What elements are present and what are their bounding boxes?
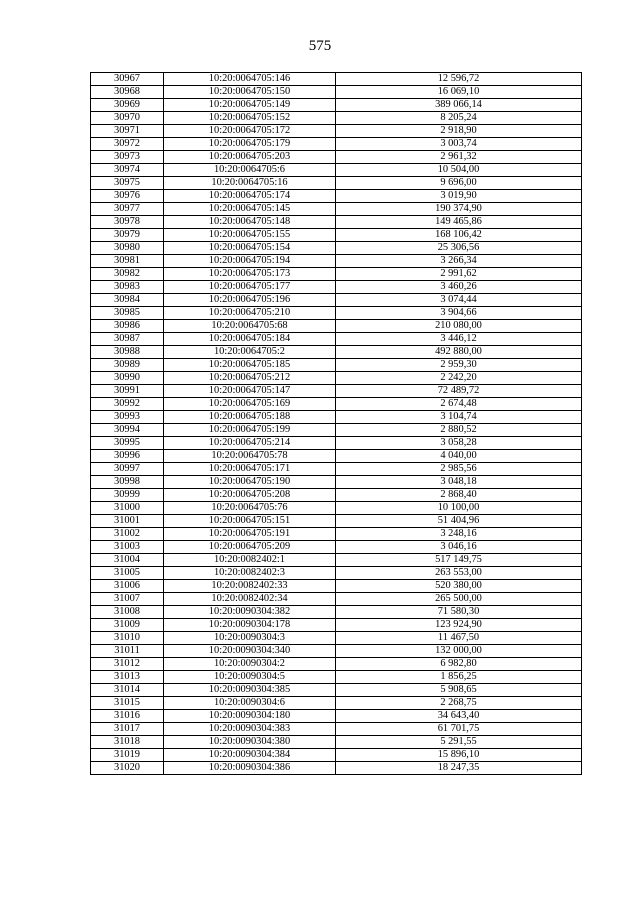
row-number-cell: 30996 [91, 450, 164, 463]
row-number-cell: 31003 [91, 541, 164, 554]
row-number-cell: 30979 [91, 229, 164, 242]
value-cell: 520 380,00 [336, 580, 582, 593]
cadastral-number-cell: 10:20:0064705:150 [164, 86, 336, 99]
row-number-cell: 31011 [91, 645, 164, 658]
table-row [91, 762, 582, 775]
table-row [91, 320, 582, 333]
cadastral-number-cell: 10:20:0064705:2 [164, 346, 336, 359]
row-number-cell: 31004 [91, 554, 164, 567]
value-cell: 5 908,65 [336, 684, 582, 697]
cadastral-number-cell: 10:20:0082402:33 [164, 580, 336, 593]
cadastral-number-cell: 10:20:0064705:203 [164, 151, 336, 164]
row-number-cell: 31016 [91, 710, 164, 723]
value-cell: 12 596,72 [336, 73, 582, 86]
row-number-cell: 31001 [91, 515, 164, 528]
cadastral-number-cell: 10:20:0064705:194 [164, 255, 336, 268]
table-row [91, 567, 582, 580]
table-row [91, 125, 582, 138]
value-cell: 190 374,90 [336, 203, 582, 216]
value-cell: 18 247,35 [336, 762, 582, 775]
table-row [91, 242, 582, 255]
row-number-cell: 30977 [91, 203, 164, 216]
row-number-cell: 30986 [91, 320, 164, 333]
row-number-cell: 31019 [91, 749, 164, 762]
value-cell: 3 460,26 [336, 281, 582, 294]
value-cell: 71 580,30 [336, 606, 582, 619]
table-row [91, 164, 582, 177]
table-row [91, 606, 582, 619]
cadastral-number-cell: 10:20:0082402:34 [164, 593, 336, 606]
cadastral-number-cell: 10:20:0090304:5 [164, 671, 336, 684]
row-number-cell: 31005 [91, 567, 164, 580]
row-number-cell: 30980 [91, 242, 164, 255]
value-cell: 492 880,00 [336, 346, 582, 359]
table-row [91, 268, 582, 281]
value-cell: 2 242,20 [336, 372, 582, 385]
value-cell: 4 040,00 [336, 450, 582, 463]
value-cell: 2 674,48 [336, 398, 582, 411]
table-row [91, 177, 582, 190]
value-cell: 1 856,25 [336, 671, 582, 684]
row-number-cell: 31013 [91, 671, 164, 684]
table-row [91, 476, 582, 489]
table-row [91, 216, 582, 229]
table-row [91, 658, 582, 671]
row-number-cell: 30974 [91, 164, 164, 177]
value-cell: 61 701,75 [336, 723, 582, 736]
table-row [91, 281, 582, 294]
row-number-cell: 30989 [91, 359, 164, 372]
row-number-cell: 31015 [91, 697, 164, 710]
value-cell: 2 868,40 [336, 489, 582, 502]
cadastral-number-cell: 10:20:0090304:6 [164, 697, 336, 710]
value-cell: 2 959,30 [336, 359, 582, 372]
cadastral-number-cell: 10:20:0064705:191 [164, 528, 336, 541]
table-row [91, 684, 582, 697]
cadastral-number-cell: 10:20:0064705:171 [164, 463, 336, 476]
cadastral-number-cell: 10:20:0064705:212 [164, 372, 336, 385]
table-row [91, 463, 582, 476]
cadastral-number-cell: 10:20:0064705:214 [164, 437, 336, 450]
row-number-cell: 31006 [91, 580, 164, 593]
value-cell: 132 000,00 [336, 645, 582, 658]
row-number-cell: 30997 [91, 463, 164, 476]
value-cell: 3 074,44 [336, 294, 582, 307]
table-row [91, 359, 582, 372]
cadastral-number-cell: 10:20:0064705:190 [164, 476, 336, 489]
table-row [91, 112, 582, 125]
row-number-cell: 31010 [91, 632, 164, 645]
table-row [91, 736, 582, 749]
table-row [91, 554, 582, 567]
value-cell: 263 553,00 [336, 567, 582, 580]
cadastral-number-cell: 10:20:0064705:16 [164, 177, 336, 190]
value-cell: 3 019,90 [336, 190, 582, 203]
value-cell: 389 066,14 [336, 99, 582, 112]
table-row [91, 372, 582, 385]
table-row [91, 450, 582, 463]
cadastral-number-cell: 10:20:0090304:340 [164, 645, 336, 658]
row-number-cell: 30987 [91, 333, 164, 346]
cadastral-number-cell: 10:20:0064705:78 [164, 450, 336, 463]
value-cell: 3 048,18 [336, 476, 582, 489]
data-table [90, 72, 582, 775]
value-cell: 3 266,34 [336, 255, 582, 268]
table-row [91, 229, 582, 242]
table-row [91, 333, 582, 346]
value-cell: 3 046,16 [336, 541, 582, 554]
table-row [91, 749, 582, 762]
value-cell: 9 696,00 [336, 177, 582, 190]
row-number-cell: 30978 [91, 216, 164, 229]
value-cell: 3 248,16 [336, 528, 582, 541]
table-row [91, 73, 582, 86]
cadastral-number-cell: 10:20:0064705:169 [164, 398, 336, 411]
cadastral-number-cell: 10:20:0064705:174 [164, 190, 336, 203]
table-row [91, 99, 582, 112]
row-number-cell: 31008 [91, 606, 164, 619]
row-number-cell: 30976 [91, 190, 164, 203]
row-number-cell: 31018 [91, 736, 164, 749]
cadastral-number-cell: 10:20:0064705:151 [164, 515, 336, 528]
cadastral-number-cell: 10:20:0064705:196 [164, 294, 336, 307]
table-row [91, 697, 582, 710]
cadastral-number-cell: 10:20:0064705:210 [164, 307, 336, 320]
cadastral-number-cell: 10:20:0064705:199 [164, 424, 336, 437]
row-number-cell: 30972 [91, 138, 164, 151]
table-row [91, 411, 582, 424]
cadastral-number-cell: 10:20:0090304:386 [164, 762, 336, 775]
value-cell: 51 404,96 [336, 515, 582, 528]
table-row [91, 580, 582, 593]
table-row [91, 502, 582, 515]
row-number-cell: 31007 [91, 593, 164, 606]
cadastral-number-cell: 10:20:0064705:149 [164, 99, 336, 112]
value-cell: 2 268,75 [336, 697, 582, 710]
row-number-cell: 30967 [91, 73, 164, 86]
cadastral-number-cell: 10:20:0064705:209 [164, 541, 336, 554]
cadastral-number-cell: 10:20:0064705:155 [164, 229, 336, 242]
value-cell: 3 104,74 [336, 411, 582, 424]
table-row [91, 138, 582, 151]
cadastral-number-cell: 10:20:0064705:185 [164, 359, 336, 372]
value-cell: 10 100,00 [336, 502, 582, 515]
table-row [91, 593, 582, 606]
table-row [91, 723, 582, 736]
cadastral-number-cell: 10:20:0064705:154 [164, 242, 336, 255]
value-cell: 3 446,12 [336, 333, 582, 346]
cadastral-number-cell: 10:20:0090304:384 [164, 749, 336, 762]
cadastral-number-cell: 10:20:0064705:177 [164, 281, 336, 294]
value-cell: 3 904,66 [336, 307, 582, 320]
cadastral-number-cell: 10:20:0090304:3 [164, 632, 336, 645]
table-row [91, 190, 582, 203]
row-number-cell: 30984 [91, 294, 164, 307]
row-number-cell: 30990 [91, 372, 164, 385]
value-cell: 6 982,80 [336, 658, 582, 671]
value-cell: 210 080,00 [336, 320, 582, 333]
cadastral-number-cell: 10:20:0090304:178 [164, 619, 336, 632]
value-cell: 2 880,52 [336, 424, 582, 437]
table-row [91, 385, 582, 398]
cadastral-number-cell: 10:20:0064705:147 [164, 385, 336, 398]
row-number-cell: 31000 [91, 502, 164, 515]
row-number-cell: 30995 [91, 437, 164, 450]
row-number-cell: 31012 [91, 658, 164, 671]
value-cell: 2 985,56 [336, 463, 582, 476]
value-cell: 25 306,56 [336, 242, 582, 255]
cadastral-number-cell: 10:20:0064705:208 [164, 489, 336, 502]
row-number-cell: 30998 [91, 476, 164, 489]
cadastral-number-cell: 10:20:0064705:173 [164, 268, 336, 281]
cadastral-number-cell: 10:20:0090304:2 [164, 658, 336, 671]
row-number-cell: 30992 [91, 398, 164, 411]
cadastral-number-cell: 10:20:0064705:152 [164, 112, 336, 125]
row-number-cell: 30994 [91, 424, 164, 437]
table-row [91, 515, 582, 528]
table-row [91, 86, 582, 99]
row-number-cell: 30999 [91, 489, 164, 502]
value-cell: 3 003,74 [336, 138, 582, 151]
value-cell: 11 467,50 [336, 632, 582, 645]
cadastral-number-cell: 10:20:0064705:184 [164, 333, 336, 346]
row-number-cell: 30975 [91, 177, 164, 190]
table-row [91, 398, 582, 411]
value-cell: 72 489,72 [336, 385, 582, 398]
table-row [91, 255, 582, 268]
row-number-cell: 31009 [91, 619, 164, 632]
table-row [91, 671, 582, 684]
cadastral-number-cell: 10:20:0090304:383 [164, 723, 336, 736]
cadastral-number-cell: 10:20:0064705:6 [164, 164, 336, 177]
value-cell: 265 500,00 [336, 593, 582, 606]
table-row [91, 645, 582, 658]
table-row [91, 151, 582, 164]
cadastral-number-cell: 10:20:0082402:3 [164, 567, 336, 580]
value-cell: 149 465,86 [336, 216, 582, 229]
cadastral-number-cell: 10:20:0064705:179 [164, 138, 336, 151]
table-row [91, 203, 582, 216]
table-row [91, 424, 582, 437]
value-cell: 2 961,32 [336, 151, 582, 164]
page-number: 575 [308, 38, 332, 54]
row-number-cell: 31014 [91, 684, 164, 697]
cadastral-number-cell: 10:20:0064705:148 [164, 216, 336, 229]
cadastral-number-cell: 10:20:0090304:385 [164, 684, 336, 697]
value-cell: 15 896,10 [336, 749, 582, 762]
table-row [91, 528, 582, 541]
cadastral-number-cell: 10:20:0082402:1 [164, 554, 336, 567]
table-row [91, 541, 582, 554]
row-number-cell: 30969 [91, 99, 164, 112]
value-cell: 34 643,40 [336, 710, 582, 723]
table-body [91, 73, 582, 775]
row-number-cell: 30983 [91, 281, 164, 294]
value-cell: 2 991,62 [336, 268, 582, 281]
value-cell: 8 205,24 [336, 112, 582, 125]
table-row [91, 307, 582, 320]
row-number-cell: 31017 [91, 723, 164, 736]
table-row [91, 710, 582, 723]
value-cell: 123 924,90 [336, 619, 582, 632]
cadastral-number-cell: 10:20:0090304:380 [164, 736, 336, 749]
cadastral-number-cell: 10:20:0064705:68 [164, 320, 336, 333]
row-number-cell: 31002 [91, 528, 164, 541]
row-number-cell: 30981 [91, 255, 164, 268]
table-row [91, 294, 582, 307]
cadastral-number-cell: 10:20:0064705:145 [164, 203, 336, 216]
table-row [91, 437, 582, 450]
cadastral-number-cell: 10:20:0090304:382 [164, 606, 336, 619]
row-number-cell: 30982 [91, 268, 164, 281]
row-number-cell: 30971 [91, 125, 164, 138]
table-row [91, 632, 582, 645]
row-number-cell: 31020 [91, 762, 164, 775]
cadastral-number-cell: 10:20:0090304:180 [164, 710, 336, 723]
value-cell: 10 504,00 [336, 164, 582, 177]
value-cell: 168 106,42 [336, 229, 582, 242]
value-cell: 16 069,10 [336, 86, 582, 99]
value-cell: 2 918,90 [336, 125, 582, 138]
value-cell: 3 058,28 [336, 437, 582, 450]
table-row [91, 619, 582, 632]
cadastral-number-cell: 10:20:0064705:172 [164, 125, 336, 138]
cadastral-number-cell: 10:20:0064705:146 [164, 73, 336, 86]
row-number-cell: 30968 [91, 86, 164, 99]
row-number-cell: 30970 [91, 112, 164, 125]
value-cell: 517 149,75 [336, 554, 582, 567]
cadastral-number-cell: 10:20:0064705:76 [164, 502, 336, 515]
row-number-cell: 30985 [91, 307, 164, 320]
table-row [91, 489, 582, 502]
row-number-cell: 30973 [91, 151, 164, 164]
row-number-cell: 30988 [91, 346, 164, 359]
cadastral-number-cell: 10:20:0064705:188 [164, 411, 336, 424]
table-row [91, 346, 582, 359]
row-number-cell: 30993 [91, 411, 164, 424]
value-cell: 5 291,55 [336, 736, 582, 749]
row-number-cell: 30991 [91, 385, 164, 398]
